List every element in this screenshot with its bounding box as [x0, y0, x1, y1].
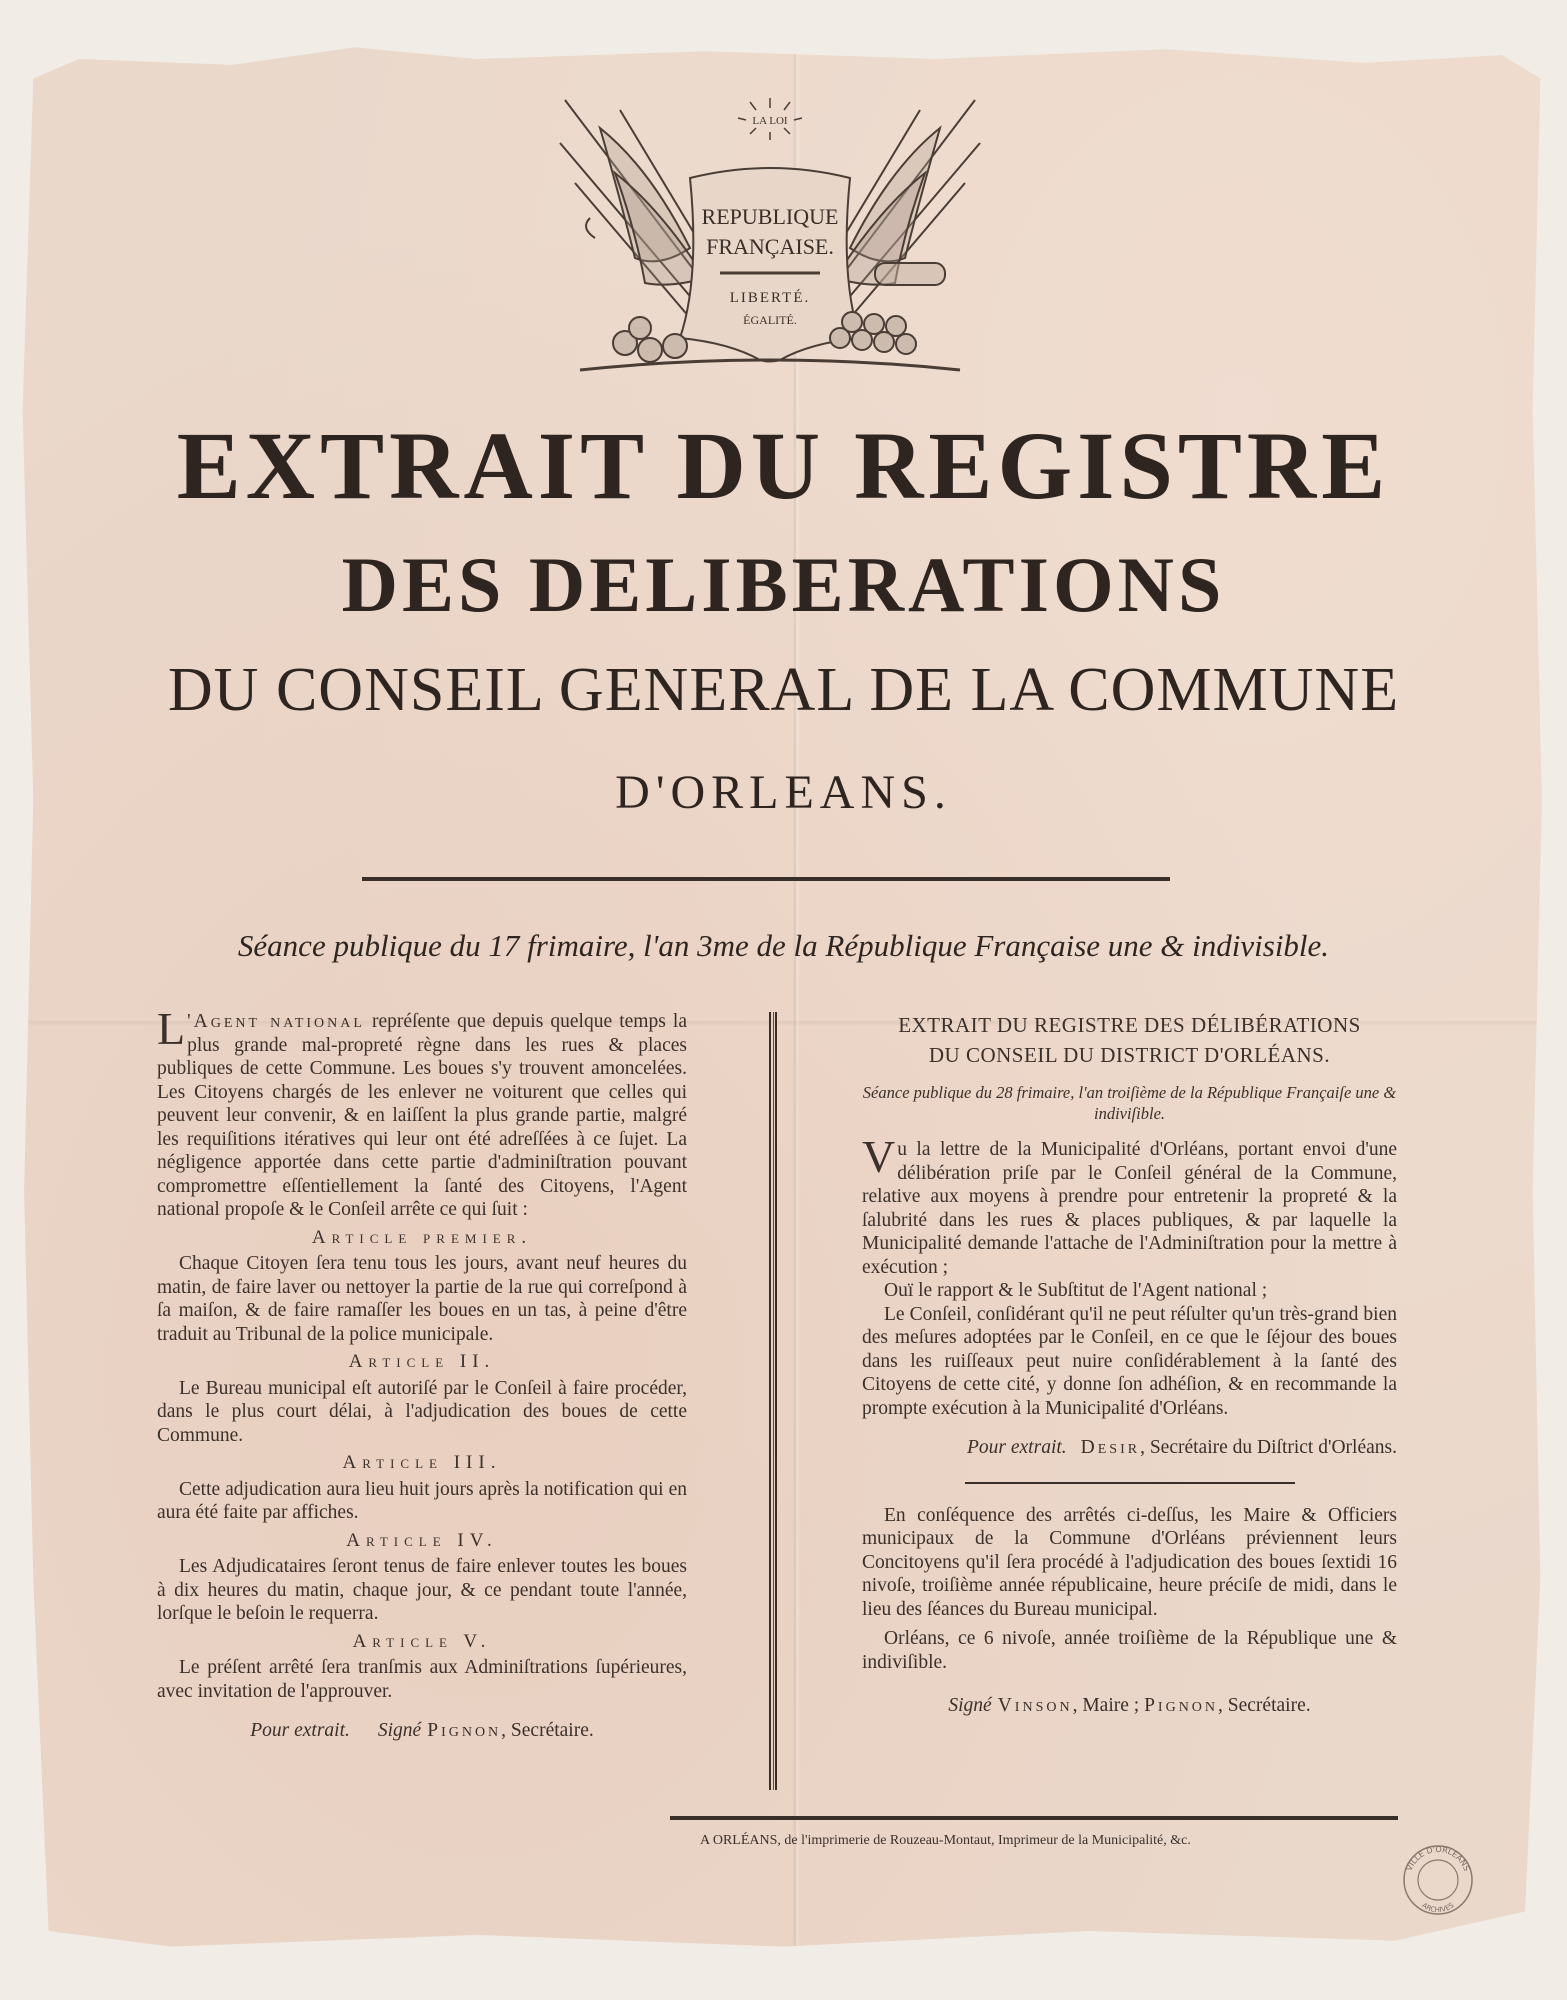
title-divider	[362, 877, 1170, 881]
column-divider	[769, 1012, 777, 1790]
district-deliberation-column	[862, 1010, 1397, 1718]
signature-line	[157, 1719, 687, 1743]
article-heading: Article II.	[348, 1351, 496, 1372]
mayor-name: Vinson	[997, 1695, 1073, 1716]
article-text: Le préſent arrêté ſera tranſmis aux Adminiſtrations ſupérieures, avec invitation de l'approuver.	[157, 1657, 687, 1702]
svg-text:ÉGALITÉ.: ÉGALITÉ.	[743, 313, 797, 327]
svg-text:ARCHIVES: ARCHIVES	[1420, 1901, 1456, 1915]
section-divider	[965, 1482, 1295, 1484]
printer-imprint: A ORLÉANS, de l'imprimerie de Rouzeau-Montaut, Imprimeur de la Municipalité, &c.	[700, 1833, 1191, 1848]
svg-text:LA LOI: LA LOI	[752, 115, 788, 127]
district-paragraph-1	[862, 1131, 1397, 1279]
paragraph-text: u la lettre de la Municipalité d'Orléans, portant envoi d'une délibération priſe par le Conſeil général de la Commune, relative aux moyens à prendre pour entretenir la propreté & la ſalubrité dans les rues & places publiques, & par laquelle la Municipalité demande l'attache de l'Adminiſtration pour la mettre à exécution ;	[862, 1139, 1397, 1278]
signature-prefix: Pour extrait.	[250, 1720, 350, 1741]
signatory-title: , Secrétaire.	[501, 1720, 594, 1741]
article-text: Cette adjudication aura lieu huit jours après la notification qui en aura été faite par affiches.	[157, 1478, 687, 1523]
district-paragraph-2: Ouï le rapport & le Subſtitut de l'Agent national ;	[884, 1280, 1268, 1301]
article-heading: Article IV.	[346, 1529, 498, 1551]
secretary-name: Pignon	[1144, 1695, 1219, 1716]
secretary-title: , Secrétaire.	[1218, 1695, 1311, 1716]
document-title-line-4: D'ORLEANS.	[615, 766, 952, 819]
municipal-notice-paragraph: En conſéquence des arrêtés ci-deſſus, les Maire & Officiers municipaux de la Commune d'Orléans préviennent leurs Concitoyens qu'il ſera procédé à l'adjudication des boues ſextidi 16 nivoſe, troiſième année républicaine, heure préciſe de midi, dans le lieu des ſéances du Bureau municipal.	[862, 1504, 1397, 1620]
signatory-title: , Secrétaire du Diſtrict d'Orléans.	[1140, 1437, 1397, 1458]
document-title-line-3: DU CONSEIL GENERAL DE LA COMMUNE	[167, 656, 1400, 724]
signature-signed: Signé	[948, 1695, 992, 1716]
document-title-line-2: DES DELIBERATIONS	[341, 541, 1226, 628]
mayor-title: , Maire ;	[1072, 1695, 1140, 1716]
svg-text:VILLE D'ORLEANS: VILLE D'ORLEANS	[1404, 1844, 1472, 1873]
district-signature-line	[862, 1436, 1397, 1460]
district-heading-line-1: EXTRAIT DU REGISTRE DES DÉLIBÉRATIONS	[898, 1013, 1361, 1037]
district-session-line: Séance publique du 28 frimaire, l'an troiſième de la République Françaiſe une & indiviſible.	[862, 1083, 1397, 1123]
session-line: Séance publique du 17 frimaire, l'an 3me de la République Française une & indivisible.	[237, 928, 1330, 963]
intro-paragraph	[157, 1003, 688, 1222]
svg-text:REPUBLIQUE: REPUBLIQUE	[701, 204, 839, 229]
district-heading-line-2: DU CONSEIL DU DISTRICT D'ORLÉANS.	[928, 1043, 1331, 1067]
article-text: Chaque Citoyen ſera tenu tous les jours, avant neuf heures du matin, de faire laver ou nettoyer la partie de la rue qui correſpond à ſa maiſon, & de faire ramaſſer les boues en un tas, à peine d'être traduit au Tribunal de la police municipale.	[157, 1253, 687, 1345]
archives-stamp-icon	[1400, 1842, 1476, 1918]
svg-text:LIBERTÉ.: LIBERTÉ.	[729, 290, 811, 306]
signature-signed: Signé	[377, 1720, 422, 1741]
mayor-signature-line	[862, 1694, 1397, 1718]
article-text: Le Bureau municipal eſt autoriſé par le Conſeil à faire procéder, dans le plus court délai, à l'adjudication des boues de cette Commune.	[157, 1377, 687, 1446]
article-text: Les Adjudicataires ſeront tenus de faire enlever toutes les boues à dix heures du matin, chaque jour, & ce pendant toute l'année, lorſque le beſoin le requerra.	[157, 1556, 687, 1624]
document-title-line-1: EXTRAIT DU REGISTRE	[176, 412, 1391, 519]
article-heading: Article premier.	[311, 1226, 533, 1248]
article-heading: Article III.	[342, 1452, 502, 1473]
signature-prefix: Pour extrait.	[967, 1437, 1067, 1458]
signatory-name: Pignon	[427, 1720, 502, 1741]
agent-national-lead: 'Agent national	[187, 1011, 365, 1032]
signatory-name: Desir	[1080, 1437, 1141, 1458]
district-paragraph-3: Le Conſeil, conſidérant qu'il ne peut réſulter qu'un très-grand bien des meſures adoptées par le Conſeil, en ce que le ſéjour des boues dans les ruiſſeaux peut nuire conſidérablement à la ſanté des Citoyens de cette cité, y donne ſon adhéſion, & en recommande la prompte exécution à la Municipalité d'Orléans.	[862, 1303, 1397, 1419]
drop-cap: L	[157, 1003, 186, 1054]
republic-emblem-icon	[540, 88, 1000, 378]
commune-deliberation-column	[157, 1003, 688, 1743]
footer-divider	[670, 1816, 1398, 1820]
article-heading: Article V.	[352, 1630, 492, 1652]
intro-text: repréſente que depuis quelque temps la plus grande mal-propreté règne dans les rues & places publiques de cette Commune. Les boues s'y trouvent amoncelées. Les Citoyens chargés de les enlever ne voiturent que celles qui peuvent leur convenir, & en laiſſent la plus grande partie, malgré les requiſitions itératives qui leur ont été adreſſées à ce ſujet. La négligence apportée dans cette partie d'adminiſtration pouvant compromettre eſſentiellement la ſanté des Citoyens, l'Agent national propoſe & le Conſeil arrête ce qui ſuit :	[157, 1011, 688, 1220]
date-paragraph: Orléans, ce 6 nivoſe, année troiſième de la République une & indiviſible.	[862, 1628, 1397, 1673]
drop-cap: V	[862, 1131, 896, 1182]
svg-text:FRANÇAISE.: FRANÇAISE.	[706, 234, 834, 259]
